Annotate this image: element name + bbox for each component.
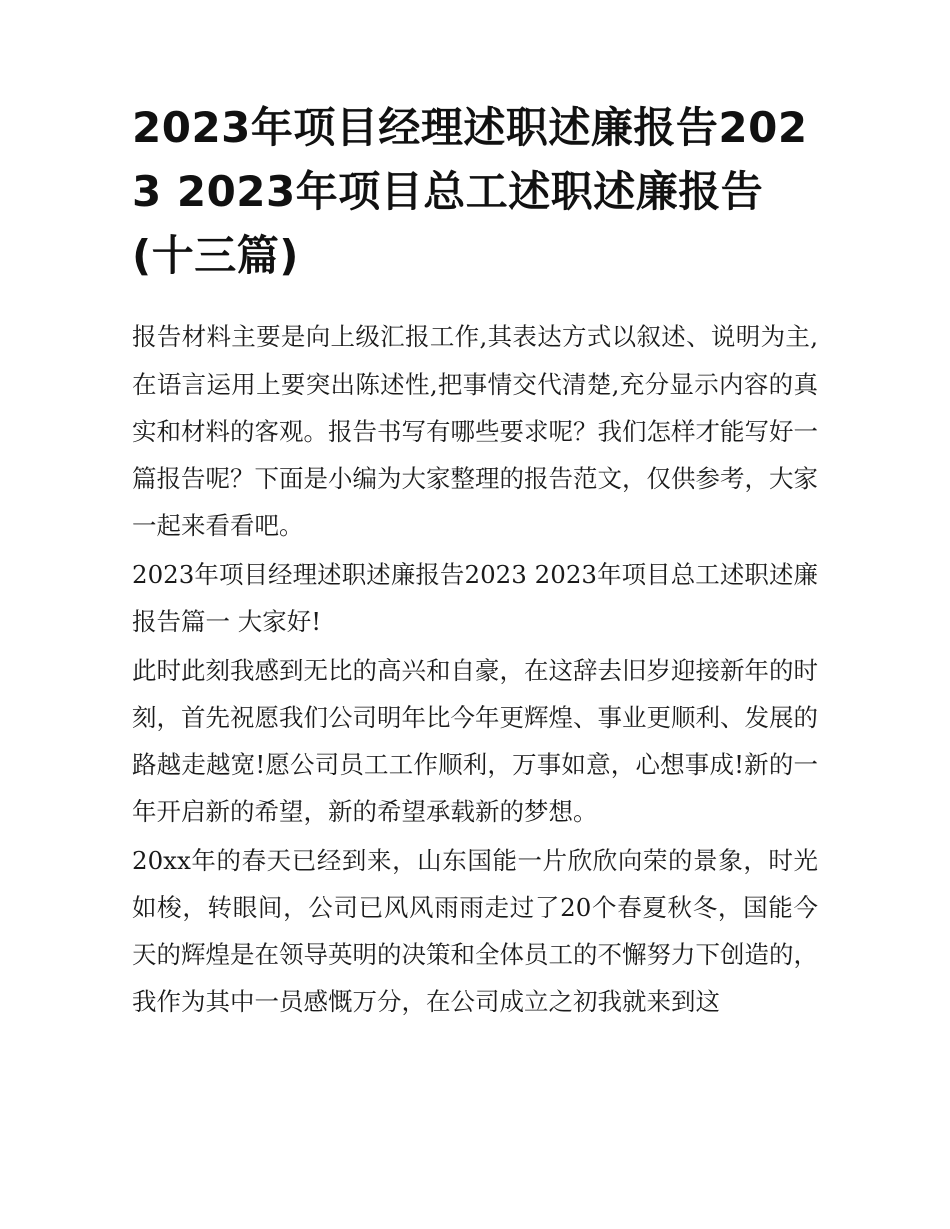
page-title: 2023年项目经理述职述廉报告2023 2023年项目总工述职述廉报告(十三篇)	[132, 103, 808, 280]
paragraph: 报告材料主要是向上级汇报工作,其表达方式以叙述、说明为主,在语言运用上要突出陈述性,把事情交代清楚,充分显示内容的真实和材料的客观。报告书写有哪些要求呢？我们怎样才能写好一篇报告呢？下面是小编为大家整理的报告范文，仅供参考，大家一起来看看吧。	[132, 322, 818, 540]
paragraph: 2023年项目经理述职述廉报告2023 2023年项目总工述职述廉报告篇一 大家好!	[132, 559, 818, 636]
document-body	[132, 313, 818, 1024]
paragraph: 20xx年的春天已经到来，山东国能一片欣欣向荣的景象，时光如梭，转眼间，公司已风风雨雨走过了20个春夏秋冬，国能今天的辉煌是在领导英明的决策和全体员工的不懈努力下创造的，我作为其中一员感慨万分，在公司成立之初我就来到这	[132, 845, 818, 1016]
paragraph: 此时此刻我感到无比的高兴和自豪，在这辞去旧岁迎接新年的时刻，首先祝愿我们公司明年比今年更辉煌、事业更顺利、发展的路越走越宽!愿公司员工工作顺利，万事如意，心想事成!新的一年开启新的希望，新的希望承载新的梦想。	[132, 655, 818, 826]
